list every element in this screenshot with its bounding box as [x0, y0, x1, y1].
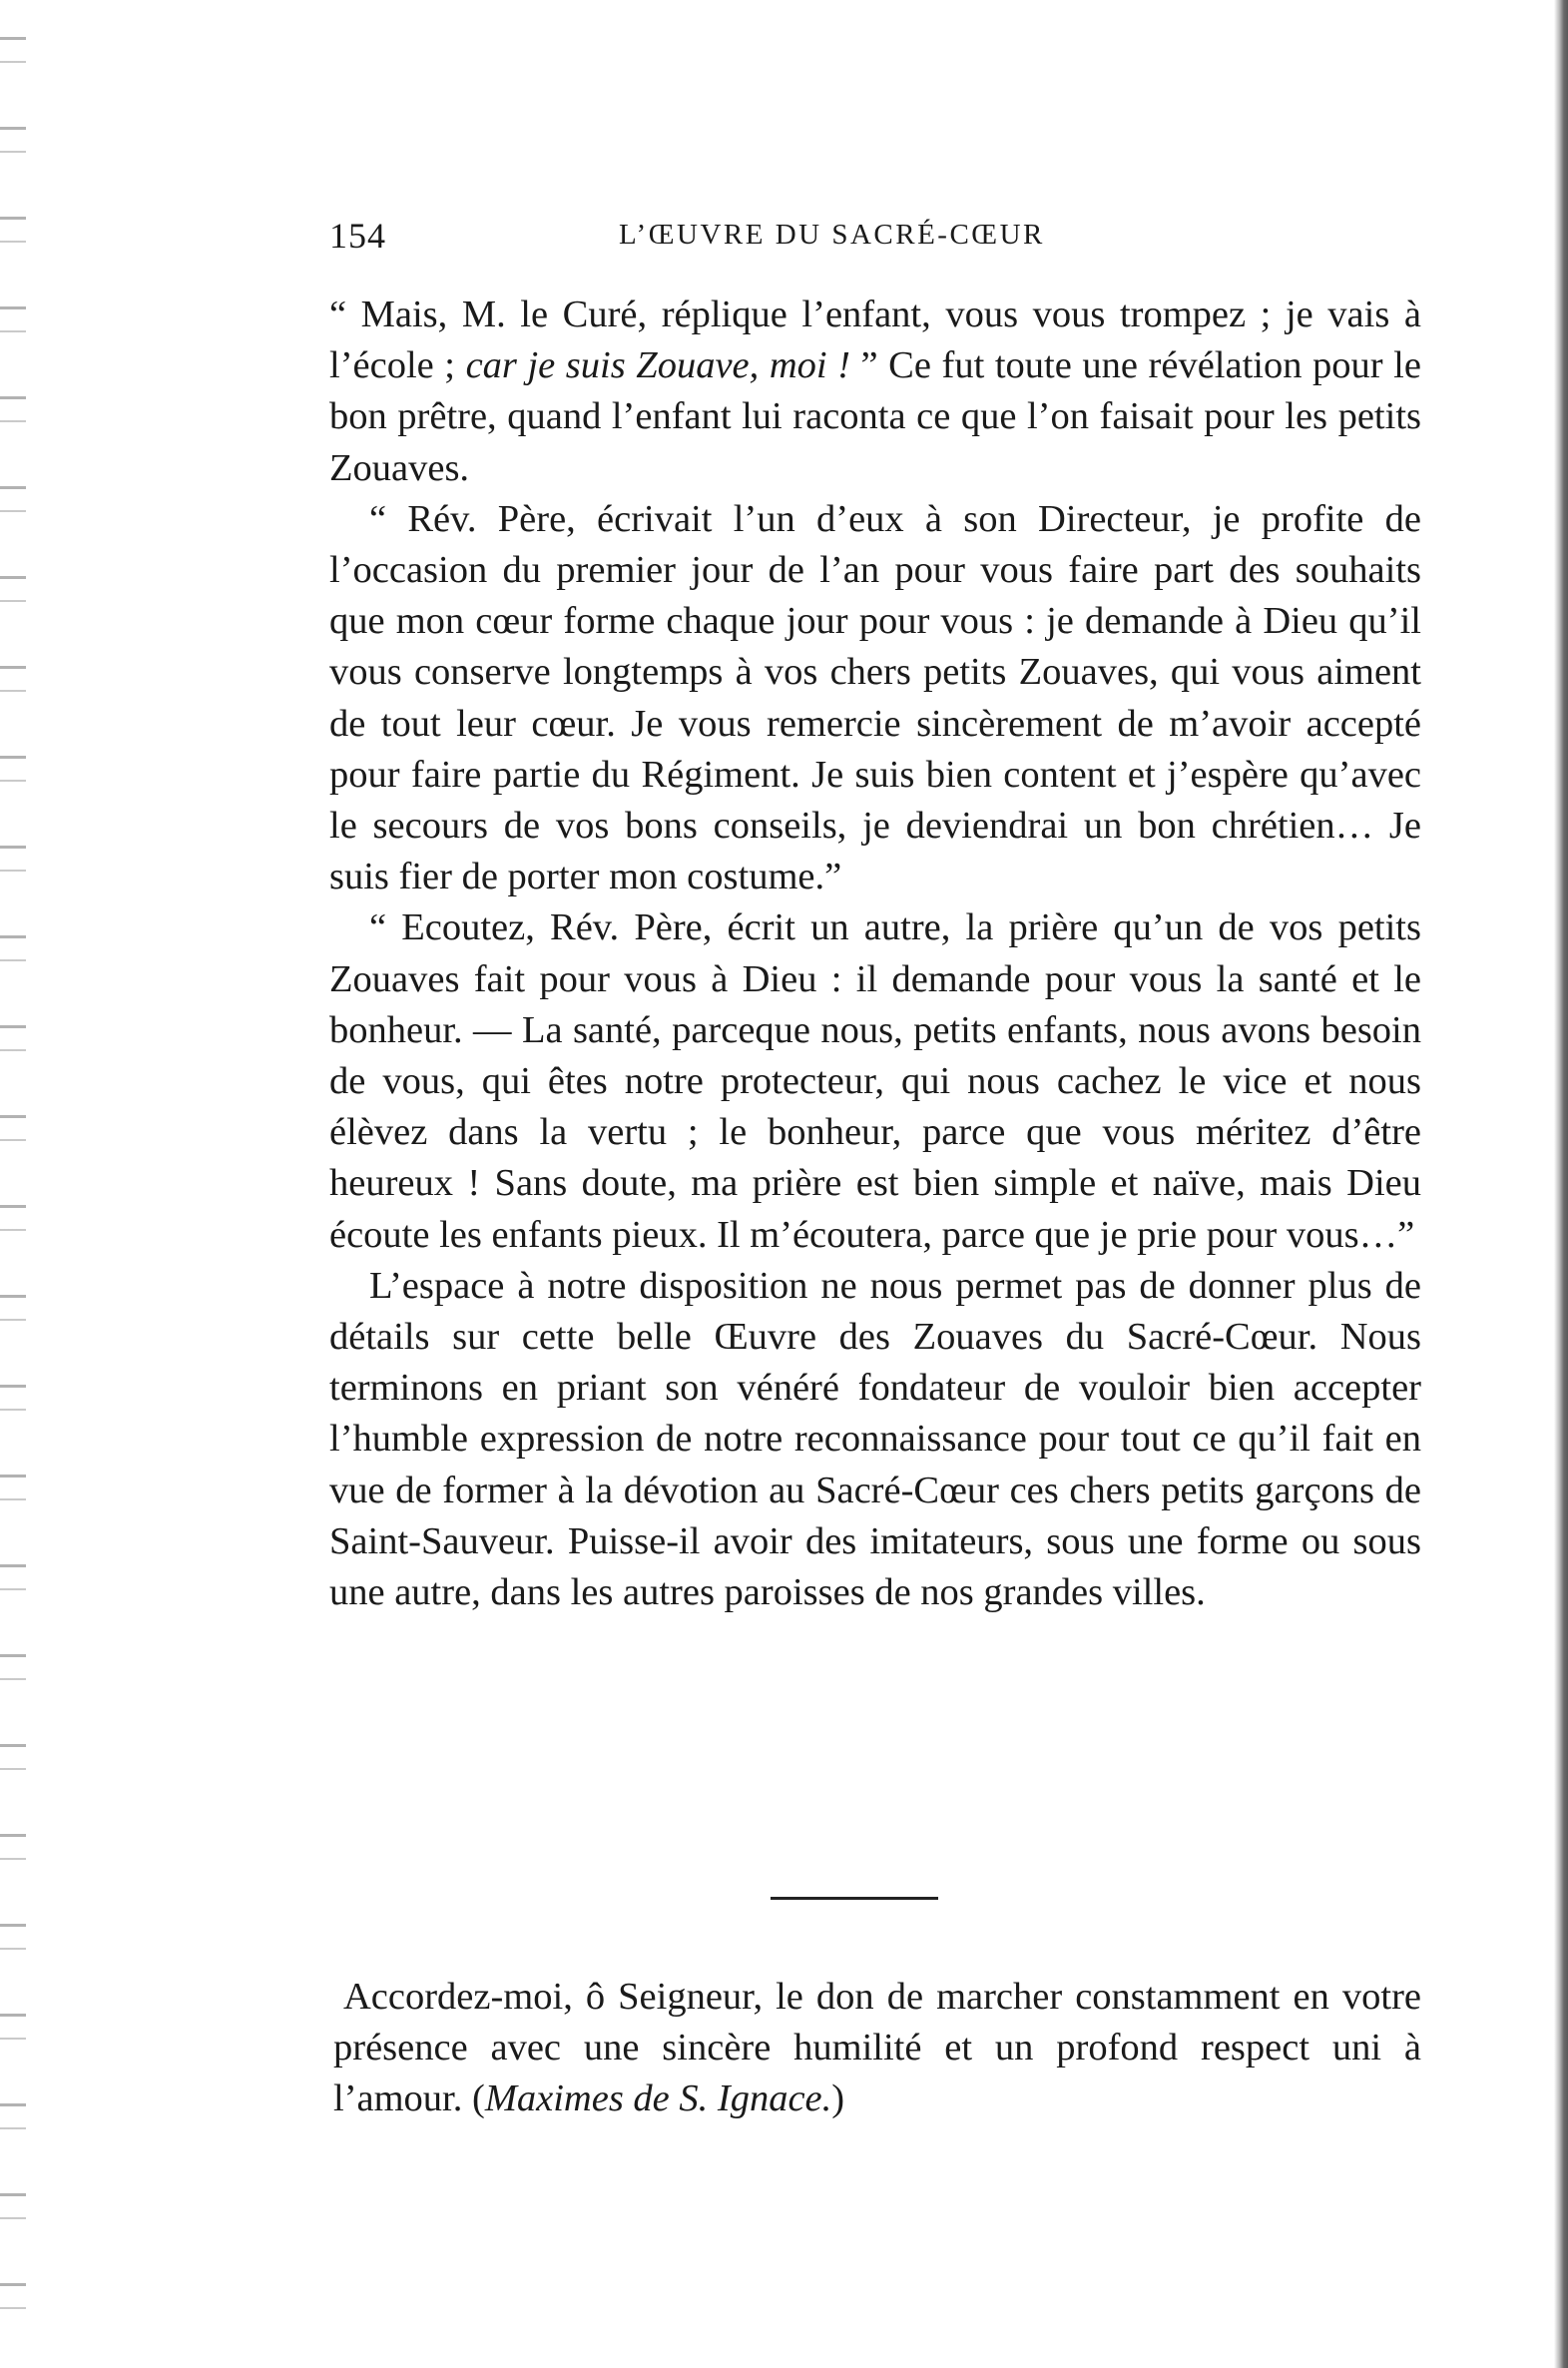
running-title: L’ŒUVRE DU SACRÉ-CŒUR	[619, 219, 1045, 251]
page-number: 154	[329, 216, 386, 256]
maxim-citation: Maximes de S. Ignace.	[484, 2077, 832, 2120]
paragraph-4: L’espace à notre disposition ne nous permet pas de donner plus de détails sur cette belle Œuvre des Zouaves du Sacré-Cœur. Nous terminons en priant son vénéré fondateur de vouloir bien accepter l’humble expression de notre reconnaissance pour tout ce qu’il fait en vue de former à la dévotion au Sacré-Cœur ces chers petits garçons de Saint-Sauveur. Puisse-il avoir des imitateurs, sous une forme ou sous une autre, dans les autres paroisses de nos grandes villes.	[329, 1264, 1421, 1614]
paragraph-3: “ Ecoutez, Rév. Père, écrit un autre, la prière qu’un de vos petits Zouaves fait pour vous à Dieu : il demande pour vous la santé et le bonheur. — La santé, parceque nous, petits enfants, nous avons besoin de vous, qui êtes notre protecteur, qui nous cachez le vice et nous élèvez dans la vertu ; le bonheur, parce que vous méritez d’être heureux ! Sans doute, ma prière est bien simple et naïve, mais Dieu écoute les enfants pieux. Il m’écoutera, parce que je prie pour vous…”	[329, 906, 1421, 1256]
paragraph-1-text-b: ” Ce fut toute une révélation pour le bon prêtre, quand l’enfant lui raconta ce que l’on faisait pour les petits Zouaves.	[329, 344, 1421, 489]
maxim-quote	[333, 1972, 1421, 2125]
maxim-text: Accordez-moi, ô Seigneur, le don de marcher constamment en votre présence avec une sincère humilité et un profond respect uni à l’amour.	[333, 1976, 1421, 2120]
citation-open: (	[472, 2077, 485, 2120]
paragraph-2: “ Rév. Père, écrivait l’un d’eux à son Directeur, je profite de l’occasion du premier jour de l’an pour vous faire part des souhaits que mon cœur forme chaque jour pour vous : je demande à Dieu qu’il vous conserve longtemps à vos chers petits Zouaves, qui vous aiment de tout leur cœur. Je vous remercie sincèrement de m’avoir accepté pour faire partie du Régiment. Je suis bien content et j’espère qu’avec le secours de vos bons conseils, je deviendrai un bon chrétien… Je suis fier de porter mon costume.”	[329, 497, 1421, 898]
paragraph-1	[329, 290, 1421, 494]
paragraph-1-text-a: “ Mais, M. le Curé, réplique l’enfant, vous vous trompez ; je vais à l’école ;	[329, 294, 1421, 387]
page-header	[329, 215, 1427, 261]
section-divider	[771, 1897, 938, 1900]
paragraph-1-italic: car je suis Zouave, moi !	[465, 344, 850, 387]
scan-edge-right	[1554, 0, 1568, 2368]
scan-edge-left	[0, 0, 26, 2368]
citation-close: )	[831, 2077, 845, 2120]
body-text	[329, 290, 1421, 1618]
